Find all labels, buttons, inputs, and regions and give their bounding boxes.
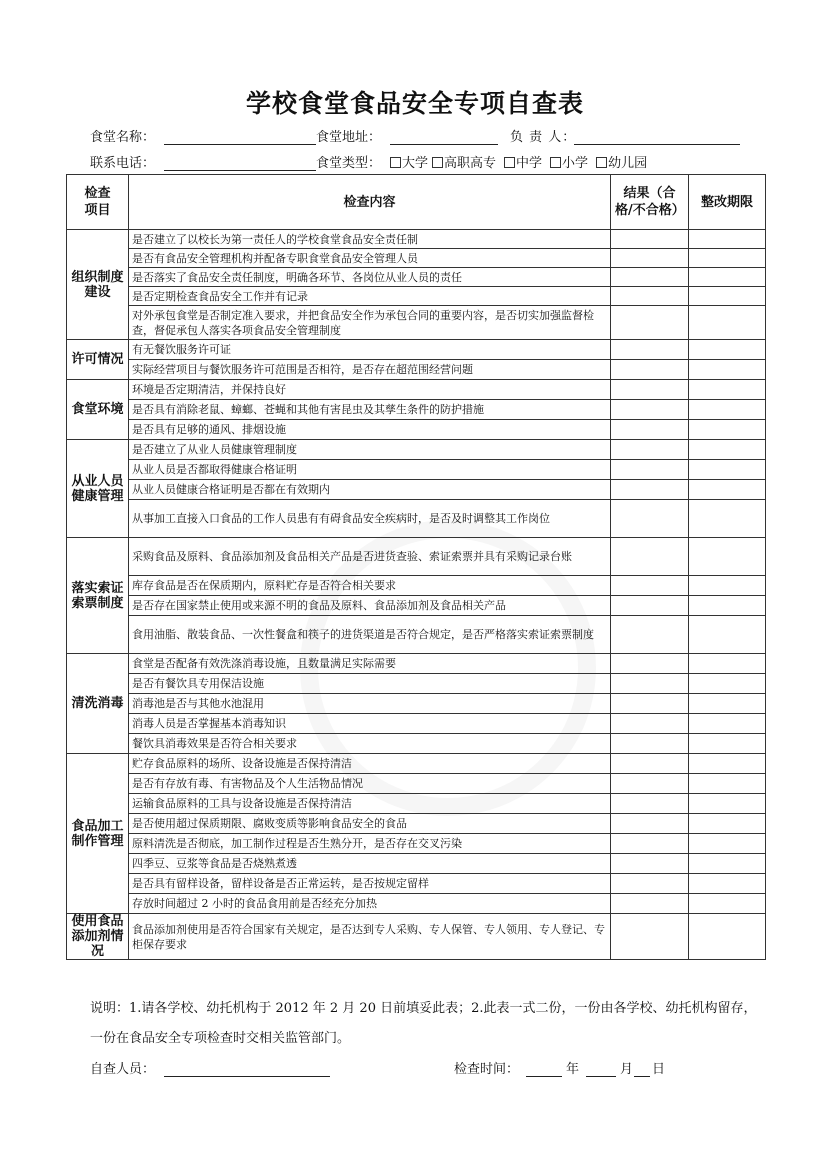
item-cell: 是否具有足够的通风、排烟设施: [129, 420, 611, 440]
result-cell[interactable]: [611, 734, 689, 754]
deadline-cell[interactable]: [689, 714, 766, 734]
table-row: [67, 834, 766, 854]
result-cell[interactable]: [611, 874, 689, 894]
header-result: 结果（合格/不合格）: [611, 175, 689, 230]
table-row: [67, 714, 766, 734]
result-cell[interactable]: [611, 538, 689, 576]
checkbox-kindergarten[interactable]: [596, 157, 607, 168]
item-cell: 是否建立了以校长为第一责任人的学校食堂食品安全责任制: [129, 230, 611, 249]
deadline-cell[interactable]: [689, 440, 766, 460]
item-cell: 是否落实了食品安全责任制度，明确各环节、各岗位从业人员的责任: [129, 268, 611, 287]
table-row: [67, 596, 766, 616]
deadline-cell[interactable]: [689, 360, 766, 380]
result-cell[interactable]: [611, 754, 689, 774]
table-row: [67, 894, 766, 914]
result-cell[interactable]: [611, 268, 689, 287]
table-row: [67, 340, 766, 360]
item-cell: 从业人员是否都取得健康合格证明: [129, 460, 611, 480]
deadline-cell[interactable]: [689, 694, 766, 714]
item-cell: 从事加工直接入口食品的工作人员患有有碍食品安全疾病时，是否及时调整其工作岗位: [129, 500, 611, 538]
item-cell: 原料清洗是否彻底，加工制作过程是否生熟分开，是否存在交叉污染: [129, 834, 611, 854]
category-cell: 食堂环境: [67, 380, 129, 440]
result-cell[interactable]: [611, 616, 689, 654]
result-cell[interactable]: [611, 774, 689, 794]
deadline-cell[interactable]: [689, 894, 766, 914]
canteen-type-label: 食堂类型：: [316, 156, 382, 171]
category-cell: 落实索证索票制度: [67, 538, 129, 654]
table-row: [67, 874, 766, 894]
result-cell[interactable]: [611, 694, 689, 714]
checkbox-middle-school[interactable]: [504, 157, 515, 168]
category-cell: 组织制度建设: [67, 230, 129, 340]
deadline-cell[interactable]: [689, 340, 766, 360]
table-row: [67, 287, 766, 306]
person-in-charge-label: 负 责 人：: [510, 130, 577, 145]
type-vocational: 高职高专: [444, 156, 497, 171]
table-row: [67, 440, 766, 460]
table-row: [67, 694, 766, 714]
phone-label: 联系电话：: [90, 156, 156, 171]
header-content: 检查内容: [129, 175, 611, 230]
category-cell: 清洗消毒: [67, 654, 129, 754]
deadline-cell[interactable]: [689, 914, 766, 960]
table-row: [67, 400, 766, 420]
deadline-cell[interactable]: [689, 874, 766, 894]
category-cell: 使用食品添加剂情况: [67, 914, 129, 960]
deadline-cell[interactable]: [689, 854, 766, 874]
table-row: [67, 249, 766, 268]
table-row: [67, 420, 766, 440]
table-row: [67, 268, 766, 287]
category-cell: 从业人员健康管理: [67, 440, 129, 538]
result-cell[interactable]: [611, 340, 689, 360]
item-cell: 是否有食品安全管理机构并配备专职食堂食品安全管理人员: [129, 249, 611, 268]
table-row: [67, 654, 766, 674]
day-label: 日: [652, 1062, 666, 1077]
item-cell: 消毒池是否与其他水池混用: [129, 694, 611, 714]
item-cell: 是否建立了从业人员健康管理制度: [129, 440, 611, 460]
deadline-cell[interactable]: [689, 306, 766, 340]
result-cell[interactable]: [611, 854, 689, 874]
result-cell[interactable]: [611, 440, 689, 460]
header-deadline: 整改期限: [689, 175, 766, 230]
table-row: [67, 814, 766, 834]
result-cell[interactable]: [611, 460, 689, 480]
item-cell: 存放时间超过 2 小时的食品食用前是否经充分加热: [129, 894, 611, 914]
result-cell[interactable]: [611, 674, 689, 694]
table-row: [67, 914, 766, 960]
date-label: 检查时间：: [454, 1062, 520, 1077]
type-university: 大学: [402, 156, 429, 171]
category-cell: 许可情况: [67, 340, 129, 380]
month-field[interactable]: [586, 1060, 616, 1077]
result-cell[interactable]: [611, 287, 689, 306]
type-middle-school: 中学: [516, 156, 543, 171]
deadline-cell[interactable]: [689, 734, 766, 754]
header-category: 检查项目: [67, 175, 129, 230]
table-row: [67, 306, 766, 340]
item-cell: 是否使用超过保质期限、腐败变质等影响食品安全的食品: [129, 814, 611, 834]
table-row: [67, 616, 766, 654]
canteen-type-options: [386, 154, 647, 174]
result-cell[interactable]: [611, 714, 689, 734]
table-row: [67, 576, 766, 596]
result-cell[interactable]: [611, 596, 689, 616]
table-row: [67, 774, 766, 794]
table-row: [67, 460, 766, 480]
item-cell: 是否存在国家禁止使用或来源不明的食品及原料、食品添加剂及食品相关产品: [129, 596, 611, 616]
result-cell[interactable]: [611, 654, 689, 674]
item-cell: 实际经营项目与餐饮服务许可范围是否相符，是否存在超范围经营问题: [129, 360, 611, 380]
deadline-cell[interactable]: [689, 268, 766, 287]
table-header-row: [67, 175, 766, 230]
result-cell[interactable]: [611, 306, 689, 340]
item-cell: 环境是否定期清洁，并保持良好: [129, 380, 611, 400]
table-row: [67, 854, 766, 874]
checkbox-university[interactable]: [390, 157, 401, 168]
table-row: [67, 538, 766, 576]
inspection-table: [66, 174, 766, 960]
type-primary-school: 小学: [562, 156, 589, 171]
deadline-cell[interactable]: [689, 814, 766, 834]
note: 说明：1.请各学校、幼托机构于 2012 年 2 月 20 日前填妥此表；2.此表一式二份，一份由各学校、幼托机构留存，一份在食品安全专项检查时交相关监管部门。: [90, 1001, 757, 1046]
result-cell[interactable]: [611, 894, 689, 914]
result-cell[interactable]: [611, 249, 689, 268]
checkbox-primary-school[interactable]: [550, 157, 561, 168]
deadline-cell[interactable]: [689, 674, 766, 694]
item-cell: 库存食品是否在保质期内，原料贮存是否符合相关要求: [129, 576, 611, 596]
deadline-cell[interactable]: [689, 287, 766, 306]
table-row: [67, 230, 766, 249]
result-cell[interactable]: [611, 576, 689, 596]
phone-field[interactable]: [164, 154, 316, 171]
table-row: [67, 380, 766, 400]
result-cell[interactable]: [611, 420, 689, 440]
month-label: 月: [620, 1062, 634, 1077]
deadline-cell[interactable]: [689, 380, 766, 400]
year-field[interactable]: [526, 1060, 562, 1077]
footer: [90, 1060, 770, 1080]
deadline-cell[interactable]: [689, 400, 766, 420]
deadline-cell[interactable]: [689, 460, 766, 480]
item-cell: 是否定期检查食品安全工作并有记录: [129, 287, 611, 306]
result-cell[interactable]: [611, 380, 689, 400]
deadline-cell[interactable]: [689, 230, 766, 249]
item-cell: 是否具有消除老鼠、蟑螂、苍蝇和其他有害昆虫及其孳生条件的防护措施: [129, 400, 611, 420]
inspector-label: 自查人员：: [90, 1062, 156, 1077]
deadline-cell[interactable]: [689, 420, 766, 440]
result-cell[interactable]: [611, 834, 689, 854]
deadline-cell[interactable]: [689, 596, 766, 616]
item-cell: 采购食品及原料、食品添加剂及食品相关产品是否进货查验、索证索票并具有采购记录台账: [129, 538, 611, 576]
deadline-cell[interactable]: [689, 576, 766, 596]
canteen-address-field[interactable]: [390, 128, 498, 145]
table-row: [67, 674, 766, 694]
table-row: [67, 360, 766, 380]
canteen-name-label: 食堂名称：: [90, 130, 156, 145]
canteen-address-label: 食堂地址：: [316, 130, 382, 145]
result-cell[interactable]: [611, 794, 689, 814]
item-cell: 消毒人员是否掌握基本消毒知识: [129, 714, 611, 734]
checkbox-vocational[interactable]: [432, 157, 443, 168]
year-label: 年: [566, 1062, 580, 1077]
item-cell: 从业人员健康合格证明是否都在有效期内: [129, 480, 611, 500]
category-cell: 食品加工制作管理: [67, 754, 129, 914]
canteen-name-field[interactable]: [164, 128, 316, 145]
item-cell: 贮存食品原料的场所、设备设施是否保持清洁: [129, 754, 611, 774]
table-row: [67, 754, 766, 774]
deadline-cell[interactable]: [689, 794, 766, 814]
page-title: 学校食堂食品安全专项自查表: [245, 89, 584, 118]
result-cell[interactable]: [611, 480, 689, 500]
result-cell[interactable]: [611, 360, 689, 380]
inspector-field[interactable]: [164, 1060, 330, 1077]
result-cell[interactable]: [611, 500, 689, 538]
table-row: [67, 734, 766, 754]
deadline-cell[interactable]: [689, 616, 766, 654]
deadline-cell[interactable]: [689, 500, 766, 538]
deadline-cell[interactable]: [689, 480, 766, 500]
table-row: [67, 480, 766, 500]
item-cell: 有无餐饮服务许可证: [129, 340, 611, 360]
item-cell: 食用油脂、散装食品、一次性餐盒和筷子的进货渠道是否符合规定，是否严格落实索证索票制度: [129, 616, 611, 654]
result-cell[interactable]: [611, 914, 689, 960]
deadline-cell[interactable]: [689, 754, 766, 774]
result-cell[interactable]: [611, 814, 689, 834]
item-cell: 对外承包食堂是否制定准入要求，并把食品安全作为承包合同的重要内容，是否切实加强监督检查，督促承包人落实各项食品安全管理制度: [129, 306, 611, 340]
table-row: [67, 794, 766, 814]
table-row: [67, 500, 766, 538]
item-cell: 是否具有留样设备，留样设备是否正常运转，是否按规定留样: [129, 874, 611, 894]
item-cell: 食堂是否配备有效洗涤消毒设施，且数量满足实际需要: [129, 654, 611, 674]
deadline-cell[interactable]: [689, 538, 766, 576]
item-cell: 食品添加剂使用是否符合国家有关规定，是否达到专人采购、专人保管、专人领用、专人登记、专柜保存要求: [129, 914, 611, 960]
deadline-cell[interactable]: [689, 774, 766, 794]
person-in-charge-field[interactable]: [574, 128, 740, 145]
type-kindergarten: 幼儿园: [608, 156, 648, 171]
result-cell[interactable]: [611, 230, 689, 249]
result-cell[interactable]: [611, 400, 689, 420]
item-cell: 运输食品原料的工具与设备设施是否保持清洁: [129, 794, 611, 814]
deadline-cell[interactable]: [689, 249, 766, 268]
day-field[interactable]: [634, 1060, 650, 1077]
deadline-cell[interactable]: [689, 654, 766, 674]
item-cell: 是否有餐饮具专用保洁设施: [129, 674, 611, 694]
deadline-cell[interactable]: [689, 834, 766, 854]
item-cell: 四季豆、豆浆等食品是否烧熟煮透: [129, 854, 611, 874]
table-body: [67, 230, 766, 960]
item-cell: 餐饮具消毒效果是否符合相关要求: [129, 734, 611, 754]
item-cell: 是否有存放有毒、有害物品及个人生活物品情况: [129, 774, 611, 794]
